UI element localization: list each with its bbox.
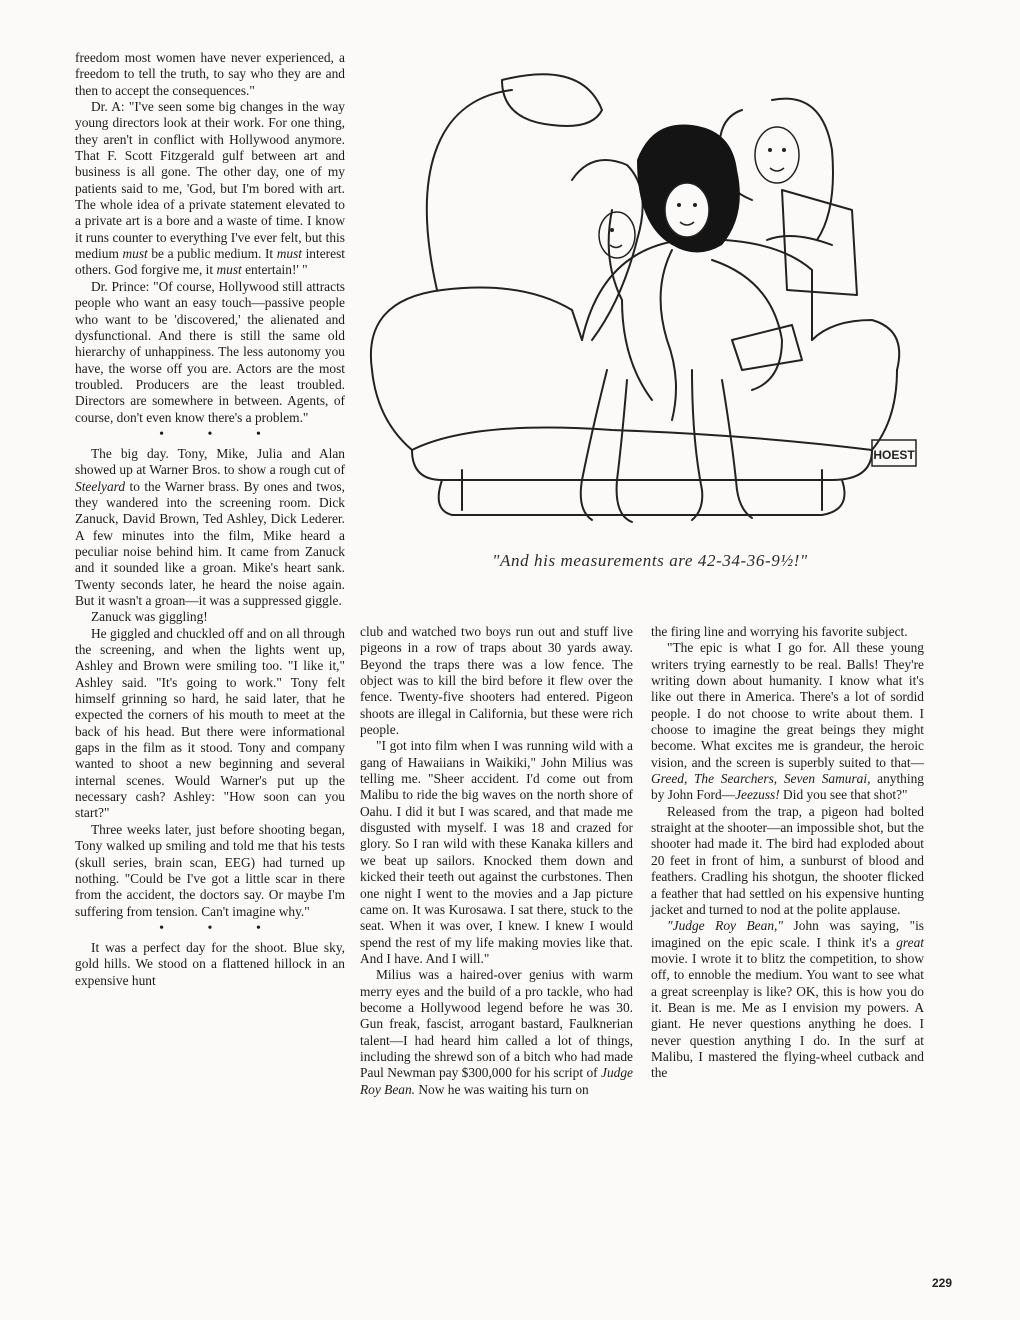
sofa-right-arm bbox=[812, 320, 899, 370]
paragraph: Three weeks later, just before shooting began, Tony walked up smiling and told me that his tests (skull series, brain scan, EEG) had turned up nothing. "Could be I've got a little scar in there from the accident, the doctors say. Or maybe I'm suffering from tension. Can't imagine why." bbox=[75, 821, 345, 919]
text-column-left bbox=[75, 50, 345, 989]
envelope bbox=[732, 325, 802, 370]
paragraph: Released from the trap, a pigeon had bolted straight at the shooter—an impossible shot, but the shooter had made it. The bird had exploded about 20 feet in front of him, a sunburst of blood and feathers. Cradling his shotgun, the shooter flicked a feather that had settled on his expensive hunting jacket and turned to nod at the polite applause. bbox=[651, 803, 924, 917]
sofa-left-arm bbox=[371, 288, 582, 371]
paragraph: It was a perfect day for the shoot. Blue sky, gold hills. We stood on a flattened hillock in an expensive hunt bbox=[75, 939, 345, 988]
paragraph: Zanuck was giggling! bbox=[91, 609, 208, 625]
section-separator: • • • bbox=[159, 426, 281, 442]
paragraph: freedom most women have never experienced, a freedom to tell the truth, to say who they are and then to accept the consequences." bbox=[75, 50, 345, 98]
page-number: 229 bbox=[932, 1276, 953, 1290]
paragraph: Milius was a haired-over genius with warm merry eyes and the build of a pro tackle, who had become a Hollywood legend before he was 30. Gun freak, fascist, arrogant bastard, Faulknerian talent—I had heard him called a lot of things, including the shrewd son of a bitch who had made Paul Newman pay $300,000 for his script of Judge Roy Bean. Now he was waiting his turn on bbox=[360, 967, 633, 1097]
cartoon-caption: "And his measurements are 42-34-36-9½!" bbox=[492, 551, 808, 570]
lamp-shade bbox=[502, 74, 602, 126]
paragraph: club and watched two boys run out and stuff live pigeons in a row of traps about 30 yards away. Beyond the traps there was a low fence. The object was to kill the bird before it flew over the fence. Twenty-five shooters had entered. Pigeon shoots are illegal in California, but these were rich people. bbox=[360, 624, 633, 738]
paragraph: He giggled and chuckled off and on all through the screening, and when the lights went up, Ashley and Brown were smiling too. "I like it," Ashley said. "It's going to work." Tony felt himself grinning so hard, he said later, that he expected the corners of his mouth to meet at the back of his head. But there were informational gaps in the film as it stood. Tony and company wanted to shoot a new beginning and several internal scenes. Would Warner's put up the necessary cash? Ashley: "How soon can you start?" bbox=[75, 625, 345, 821]
paragraph: Dr. Prince: "Of course, Hollywood still attracts people who want an easy touch—passive people who want to be 'discovered,' the alienated and dysfunctional. And there is still the same old hierarchy of unhappiness. The less autonomy you have, the worse off you are. Actors are the most troubled. Producers are the least troubled. Directors are somewhere in between. Agents, of course, don't even know there's a problem." bbox=[75, 278, 345, 425]
text-column-right bbox=[651, 624, 924, 1082]
lamp-pole bbox=[427, 90, 512, 290]
paragraph: "I got into film when I was running wild with a gang of Hawaiians in Waikiki," John Milius was telling me. "Sheer accident. I'd come out from Malibu to ride the big waves on the north shore of Oahu. I did it but I was scared, and that made me disgusted with myself. I was 18 and crazed for glory. So I ran wild with these Kanaka killers and we beat up sailors. Knocked them down and kicked their teeth out against the curbstones. Then one night I went to the movies and a Jap picture came on. It was Kurosawa. I sat there, stuck to the seat. When it was over, I knew. I knew I would spend the rest of my life making movies like that. And I have. And I will." bbox=[360, 738, 633, 966]
paragraph: the firing line and worrying his favorite subject. bbox=[651, 624, 908, 639]
paragraph: Dr. A: "I've seen some big changes in the way young directors look at their work. For one thing, they aren't in conflict with Hollywood anymore. That F. Scott Fitzgerald gulf between art and business is all gone. The other day, one of my patients said to me, 'God, but I'm bored with art. The whole idea of a private statement elevated to a private art is a bore and a waste of time. I know it runs counter to everything I've ever felt, but this medium must be a public medium. It must interest others. God forgive me, it must entertain!' " bbox=[75, 99, 346, 278]
paragraph: "The epic is what I go for. All these young writers trying earnestly to be real. Balls! They're writing down about humanity. I know what it's like out there in America. There's a lot of sordid people. I do not choose to write about them. I choose to imagine the great beings they might become. What excites me is grandeur, the heroic vision, and the screen is superbly suited to that—Greed, The Searchers, Seven Samurai, anything by John Ford—Jeezuss! Did you see that shot?" bbox=[651, 640, 924, 803]
section-separator: • • • bbox=[159, 920, 281, 936]
cartoonist-signature: HOEST bbox=[873, 448, 915, 462]
text-column-middle bbox=[360, 624, 633, 1098]
paragraph: "Judge Roy Bean," John was saying, "is imagined on the epic scale. I think it's a great movie. I wrote it to blitz the competition, to show off, to ennoble the medium. You want to see what a great screenplay is like? OK, this is how you do it. Bean is me. Me as I envision my powers. A giant. He never questions anything he does. I never question anything I do. In the surf at Malibu, I mastered the flying-wheel cutback and the bbox=[651, 918, 925, 1081]
paragraph: The big day. Tony, Mike, Julia and Alan showed up at Warner Bros. to show a rough cut of Steelyard to the Warner brass. By ones and twos, they wandered into the screening room. Dick Zanuck, David Brown, Ted Ashley, Dick Lederer. A few minutes into the film, Mike heard a peculiar noise behind him. It came from Zanuck and it sounded like a groan. Mike's heart sank. Twenty seconds later, he heard the noise again. But it wasn't a groan—it was a suppressed giggle. bbox=[75, 445, 345, 608]
cartoon-illustration bbox=[352, 40, 932, 560]
letter-paper bbox=[782, 190, 857, 295]
